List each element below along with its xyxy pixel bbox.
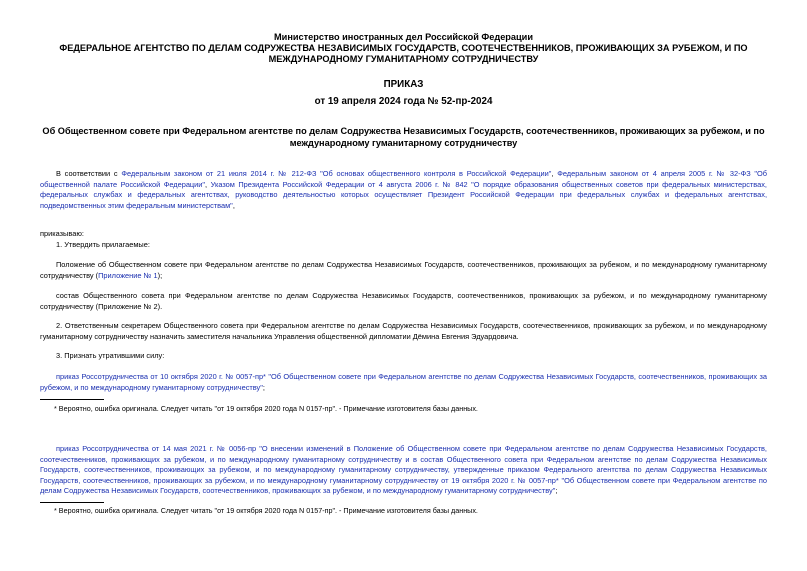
link-federal-law-212[interactable]: Федеральным законом от 21 июля 2014 г. № 212-ФЗ "Об основах общественного контроля в Российской Федерации"	[121, 169, 552, 178]
footnote-divider	[40, 399, 104, 400]
footnote-divider-2	[40, 502, 104, 503]
footnote-1: * Вероятно, ошибка оригинала. Следует читать "от 19 октября 2020 года N 0157-пр". - Примечание изготовителя базы данных.	[54, 404, 478, 413]
item-3a: приказ Россотрудничества от 10 октября 2020 г. № 0057-пр* "Об Общественном совете при Федеральном агентстве по делам Содружества Независимых Государств, соотечественников, проживающих за рубежом, и по международному гуманитарному сотрудничеству";	[40, 372, 767, 392]
document-date-number: от 19 апреля 2024 года № 52-пр-2024	[314, 96, 493, 107]
item-3b: приказ Россотрудничества от 14 мая 2021 г. № 0056-пр "О внесении изменений в Положение об Общественном совете при Федеральном агентстве по делам Содружества Независимых Государств, соотечественников, проживающих за рубежом, и по международному гуманитарному сотрудничеству и в состав Общественного совета при Федеральном агентстве по делам Содружества Независимых Государств, соотечественников, проживающих за рубежом, и по международному гуманитарному сотрудничеству, утвержденные приказом Федерального агентства по делам Содружества Независимых Государств, соотечественников, проживающих за рубежом, и по международному гуманитарному сотрудничеству от 19 октября 2020 г. № 0057-пр* "Об Общественном совете при Федеральном агентстве по делам Содружества Независимых Государств, соотечественников, проживающих за рубежом, и по международному гуманитарному сотрудничеству";	[40, 444, 767, 496]
item-2: 2. Ответственным секретарем Общественного совета при Федеральном агентстве по делам Содружества Независимых Государств, соотечественников, проживающих за рубежом, и по международному гуманитарному сотрудничеству назначить заместителя начальника Управления общественной дипломатии Дёмина Евгения Эдуардовича.	[40, 321, 767, 341]
item-3: 3. Признать утратившими силу:	[56, 351, 165, 360]
document-type: ПРИКАЗ	[383, 79, 424, 90]
link-presidential-decree-842[interactable]: Указом Президента Российской Федерации от 4 августа 2006 г. № 842 "О порядке образования общественных советов при федеральных министерствах, федеральных службах и федеральных агентствах, руководство деятельностью которых осуществляет Президент Российской Федерации при федеральных службах и федеральных агентствах, подведомственных этим федеральным министерствам"	[40, 179, 767, 210]
link-appendix-1[interactable]: Приложение № 1	[98, 270, 158, 280]
link-order-0057[interactable]: приказ Россотрудничества от 10 октября 2020 г. № 0057-пр* "Об Общественном совете при Федеральном агентстве по делам Содружества Независимых Государств, соотечественников, проживающих за рубежом, и по международному гуманитарному сотрудничеству"	[40, 372, 767, 392]
document-title: Об Общественном совете при Федеральном агентстве по делам Содружества Независимых Государств, соотечественников, проживающих за рубежом, и по международному гуманитарному сотрудничеству	[42, 126, 765, 148]
footnote-2: * Вероятно, ошибка оригинала. Следует читать "от 19 октября 2020 года N 0157-пр". - Примечание изготовителя базы данных.	[54, 506, 478, 515]
orders-word: приказываю:	[40, 229, 84, 238]
item-1b: состав Общественного совета при Федеральном агентстве по делам Содружества Независимых Государств, соотечественников, проживающих за рубежом, и по международному гуманитарному сотрудничеству (Приложение № 2).	[40, 291, 767, 311]
ministry-name: Министерство иностранных дел Российской Федерации	[274, 32, 533, 42]
agency-name: ФЕДЕРАЛЬНОЕ АГЕНТСТВО ПО ДЕЛАМ СОДРУЖЕСТВА НЕЗАВИСИМЫХ ГОСУДАРСТВ, СООТЕЧЕСТВЕННИКОВ, ПРОЖИВАЮЩИХ ЗА РУБЕЖОМ, И ПО МЕЖДУНАРОДНОМУ ГУМАНИТАРНОМУ СОТРУДНИЧЕСТВУ	[59, 43, 748, 64]
item-1a: Положение об Общественном совете при Федеральном агентстве по делам Содружества Независимых Государств, соотечественников, проживающих за рубежом, и по международному гуманитарному сотрудничеству (Приложение № 1);	[40, 260, 767, 280]
preamble-paragraph: В соответствии с Федеральным законом от 21 июля 2014 г. № 212-ФЗ "Об основах общественного контроля в Российской Федерации", Федеральным законом от 4 апреля 2005 г. № 32-ФЗ "Об общественной палате Российской Федерации", Указом Президента Российской Федерации от 4 августа 2006 г. № 842 "О порядке образования общественных советов при федеральных министерствах, федеральных службах и федеральных агентствах, руководство деятельностью которых осуществляет Президент Российской Федерации при федеральных службах и федеральных агентствах, подведомственных этим федеральным министерствам",	[40, 169, 768, 210]
link-order-0056[interactable]: приказ Россотрудничества от 14 мая 2021 г. № 0056-пр "О внесении изменений в Положение об Общественном совете при Федеральном агентстве по делам Содружества Независимых Государств, соотечественников, проживающих за рубежом, и по международному гуманитарному сотрудничеству и в состав Общественного совета при Федеральном агентстве по делам Содружества Независимых Государств, соотечественников, проживающих за рубежом, и по международному гуманитарному сотрудничеству, утвержденные приказом Федерального агентства по делам Содружества Независимых Государств, соотечественников, проживающих за рубежом, и по международному гуманитарному сотрудничеству от 19 октября 2020 г. № 0057-пр* "Об Общественном совете при Федеральном агентстве по делам Содружества Независимых Государств, соотечественников, проживающих за рубежом, и по международному гуманитарному сотрудничеству"	[40, 444, 767, 496]
link-federal-law-32[interactable]: Федеральным законом от 4 апреля 2005 г. № 32-ФЗ "Об общественной палате Российской Федерации"	[40, 169, 768, 189]
item-1: 1. Утвердить прилагаемые:	[56, 240, 150, 249]
